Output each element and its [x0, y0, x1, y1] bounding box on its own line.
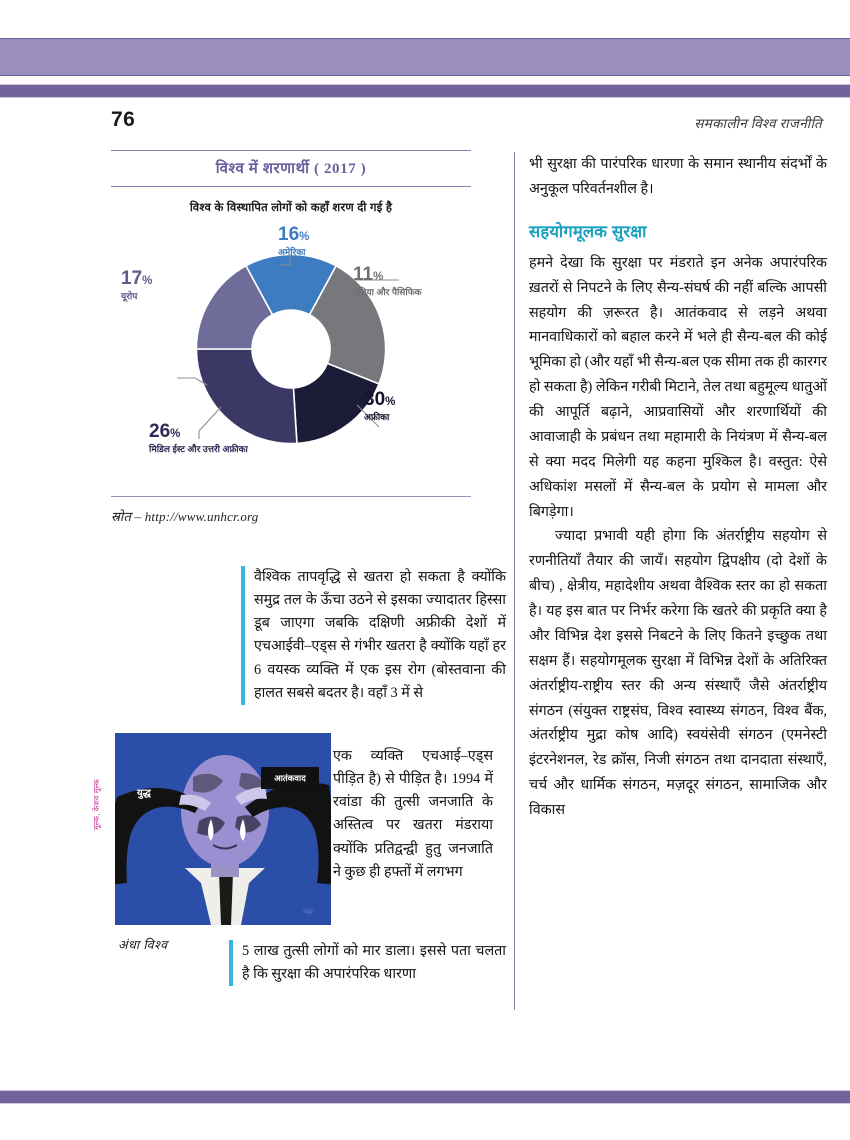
- chart-label-mena-symbol: %: [170, 428, 181, 440]
- source-label: स्रोत: [111, 509, 132, 524]
- chart-label-asia-name: एशिया और पैसिफिक: [353, 287, 422, 297]
- chart-label-europe-name: यूरोप: [121, 291, 138, 301]
- right-paragraph-1: भी सुरक्षा की पारंपरिक धारणा के समान स्थानीय संदर्भों के अनुकूल परिवर्तनशील है।: [529, 156, 827, 197]
- running-head: समकालीन विश्व राजनीति: [694, 116, 822, 131]
- cartoon-svg: [115, 733, 331, 925]
- chart-label-america-symbol: %: [299, 231, 310, 243]
- source-dash: –: [134, 509, 142, 524]
- chart-label-europe-symbol: %: [142, 275, 153, 287]
- source-url[interactable]: http://www.unhcr.org: [144, 509, 259, 524]
- figure-block: [111, 150, 471, 525]
- chart-label-asia-pct: 11: [353, 264, 374, 285]
- page-number: 76: [111, 108, 136, 131]
- cartoon-tag-war: युद्ध: [137, 788, 151, 799]
- left-paragraph-top: वैश्विक तापवृद्धि से खतरा हो सकता है क्योंकि समुद्र तल के ऊँचा उठने से इसका ज्यादातर हिस्सा डूब जाएगा जबकि दक्षिणी अफ्रीकी देशों में एचआईवी–एड्स से गंभीर खतरा है क्योंकि यहाँ हर 6 वयस्क व्यक्ति में एक इस रोग (बोस्तवाना की हालत सबसे बदतर है। वहाँ 3 में से: [241, 566, 506, 705]
- figure-source: [111, 497, 471, 525]
- figure-subtitle: विश्व के विस्थापित लोगों को कहाँ शरण दी गई है: [189, 202, 393, 214]
- figure-title: विश्व में शरणार्थी ( 2017 ): [215, 161, 367, 177]
- column-divider: [514, 152, 515, 1010]
- chart-label-africa-symbol: %: [385, 396, 396, 408]
- chart-label-america: [278, 225, 309, 257]
- cartoon-tag-terrorism: आतंकवाद: [261, 767, 319, 789]
- cartoon-credit: मूल्क, केशव मूल्क: [92, 779, 101, 830]
- footer-band: [0, 1090, 850, 1104]
- chart-label-mena-pct: 26: [149, 421, 171, 442]
- section-heading-cooperative-security: सहयोगमूलक सुरक्षा: [529, 222, 647, 241]
- chart-label-asia-pacific: [353, 265, 422, 297]
- right-paragraph-3: ज्यादा प्रभावी यही होगा कि अंतर्राष्ट्रीय सहयोग से रणनीतियाँ तैयार की जायँ। सहयोग द्विपक्षीय (दो देशों के बीच) , क्षेत्रीय, महादेशीय अथवा वैश्विक स्तर का हो सकता है। यह इस बात पर निर्भर करेगा कि खतरे की प्रकृति क्या है और विभिन्न देश इससे निबटने के लिए कितने इच्छुक तथा सक्षम हैं। सहयोगमूलक सुरक्षा में विभिन्न देशों के अतिरिक्त अंतर्राष्ट्रीय-राष्ट्रीय स्तर की अन्य संस्थाएँ जैसे अंतर्राष्ट्रीय संगठन (संयुक्त राष्ट्रसंघ, विश्व स्वास्थ्य संगठन, विश्व बैंक, अंतर्राष्ट्रीय मुद्रा कोष आदि) स्वयंसेवी संगठन (एमनेस्टी इंटरनेशनल, रेड क्रॉस, निजी संगठन तथा दानदाता संस्थाएँ, चर्च और धार्मिक संगठन, मज़दूर संगठन, सामाजिक और विकास: [529, 528, 827, 818]
- cartoon-caption: अंधा विश्व: [118, 938, 168, 952]
- chart-label-africa-pct: 30: [364, 389, 386, 410]
- left-column: [111, 150, 493, 525]
- svg-text:sign: sign: [303, 909, 315, 915]
- chart-label-mena-name: मिडिल ईस्ट और उत्तरी अफ्रीका: [149, 444, 248, 454]
- right-paragraph-2: हमने देखा कि सुरक्षा पर मंडराते इन अनेक अपारंपरिक ख़तरों से निपटने के लिए सैन्य-संघर्ष की नहीं बल्कि आपसी सहयोग की ज़रूरत है। आतंकवाद से लड़ने अथवा मानवाधिकारों को बहाल करने में भले ही सैन्य-बल की कोई भूमिका हो (और यहाँ भी सैन्य-बल एक सीमा तक ही कारगर हो सकता है) लेकिन गरीबी मिटाने, तेल तथा बहुमूल्य धातुओं की आपूर्ति बढ़ाने, आप्रवासियों और शरणार्थियों की आवाजाही के प्रबंधन तथा महामारी के नियंत्रण में सैन्य-बल से क्या मदद मिलेगी यह कहना मुश्किल है। वस्तुत: ऐसे अधिकांश मसलों में सैन्य-बल के प्रयोग से मामला और बिगड़ेगा।: [529, 254, 827, 520]
- chart-label-africa: [364, 390, 395, 422]
- header-band-light: [0, 38, 850, 76]
- left-paragraph-bottom: 5 लाख तुत्सी लोगों को मार डाला। इससे पता चलता है कि सुरक्षा की अपारंपरिक धारणा: [229, 940, 506, 986]
- chart-label-europe: [121, 269, 152, 301]
- left-paragraph-wrap: एक व्यक्ति एचआई–एड्स पीड़ित है) से पीड़ित है। 1994 में रवांडा की तुत्सी जनजाति के अस्तित्व पर खतरा मंडराया क्योंकि प्रतिद्वन्द्वी हुतु जनजाति ने कुछ ही हफ्तों में लगभग: [333, 748, 493, 880]
- donut-chart: [111, 217, 471, 482]
- cartoon-illustration: [115, 733, 331, 925]
- chart-label-america-name: अमेरिका: [278, 247, 306, 257]
- chart-label-europe-pct: 17: [121, 268, 143, 289]
- chart-label-africa-name: अफ्रीका: [364, 412, 390, 422]
- right-column: [529, 152, 827, 823]
- chart-label-america-pct: 16: [278, 224, 300, 245]
- chart-label-mena: [149, 422, 248, 454]
- chart-label-asia-symbol: %: [373, 271, 384, 283]
- header-band-dark: [0, 84, 850, 98]
